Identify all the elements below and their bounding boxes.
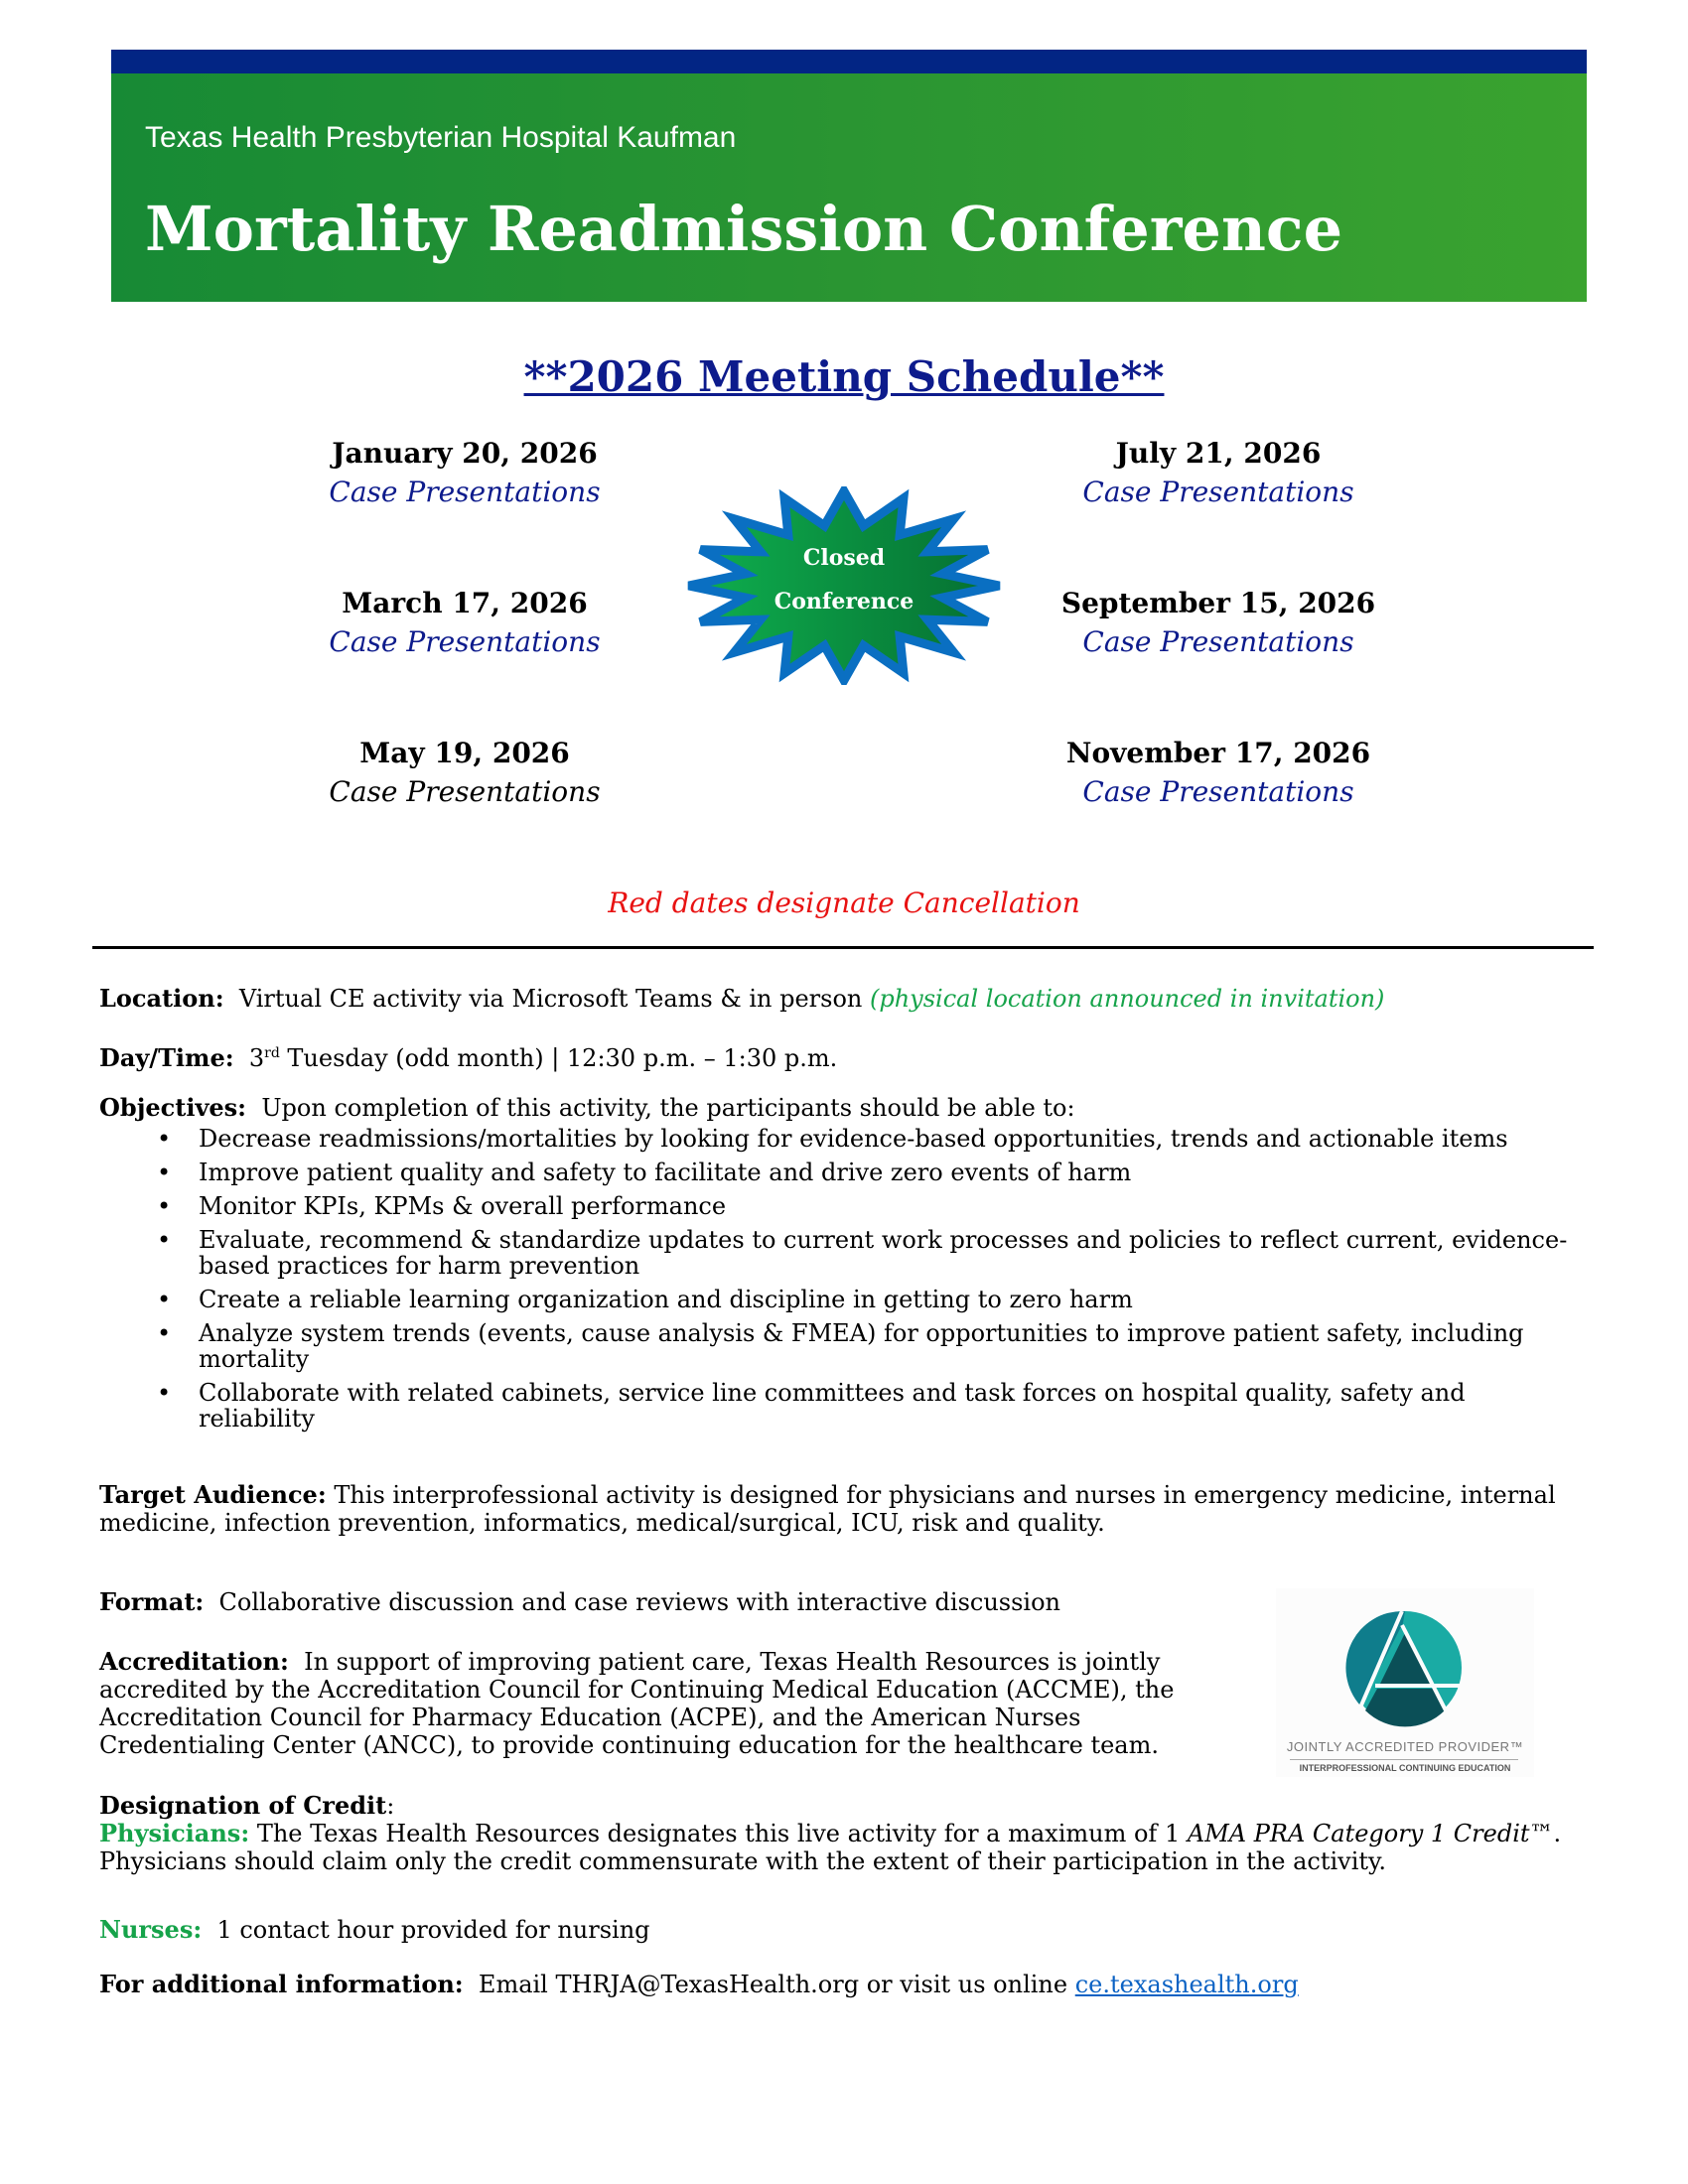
- accredited-provider-icon: [1276, 1588, 1534, 1737]
- list-item: • Monitor KPIs, KPMs & overall performance: [99, 1193, 1589, 1219]
- list-item: • Collaborate with related cabinets, service line committees and task forces on hospital quality, safety and reliability: [99, 1380, 1589, 1432]
- section-divider: [92, 946, 1594, 949]
- website-link[interactable]: ce.texashealth.org: [1074, 1971, 1299, 1998]
- organization-name: Texas Health Presbyterian Hospital Kaufman: [145, 121, 737, 154]
- header-green-band: [111, 73, 1587, 302]
- meeting-description: Case Presentations: [1082, 775, 1354, 808]
- list-item: • Evaluate, recommend & standardize updates to current work processes and policies to reflect current, evidence-based practices for harm prevention: [99, 1227, 1589, 1279]
- meeting-description: Case Presentations: [329, 476, 601, 508]
- list-item: • Improve patient quality and safety to facilitate and drive zero events of harm: [99, 1160, 1589, 1185]
- meeting-description: Case Presentations: [329, 775, 601, 808]
- additional-info: For additional information: Email THRJA@TexasHealth.org or visit us online ce.texashealth.org: [99, 1970, 1299, 1998]
- page-title: Mortality Readmission Conference: [145, 193, 1343, 265]
- daytime-line: Day/Time: 3rd Tuesday (odd month) | 12:30 p.m. – 1:30 p.m.: [99, 1043, 838, 1072]
- meeting-date: January 20, 2026: [332, 437, 598, 470]
- list-item: • Analyze system trends (events, cause analysis & FMEA) for opportunities to improve patient safety, including mortality: [99, 1320, 1589, 1372]
- header-banner: [111, 50, 1587, 302]
- meeting-item: [256, 587, 673, 658]
- objectives-section: Objectives: Upon completion of this activity, the participants should be able to: • Decrease readmissions/mortalities by looking for evidence-based opportunities, trends and actionable items • Improve patient quality and safety to facilitate and drive zero events of harm • Monitor KPIs, KPMs & overall performance • Evaluate, recommend & standardize updates to current work processes and policies to reflect current, evidence-based practices for harm prevention • Create a reliable learning organization and discipline in getting to zero harm • Analyze system trends (events, cause analysis & FMEA) for opportunities to improve patient safety, including mortality • Collaborate with related cabinets, service line committees and task forces on hospital quality, safety and reliability: [99, 1094, 1589, 1439]
- nurses-line: Nurses: 1 contact hour provided for nursing: [99, 1915, 650, 1944]
- meeting-item: [1010, 587, 1427, 658]
- meeting-date: September 15, 2026: [1060, 587, 1376, 619]
- accreditation-section: Accreditation: In support of improving patient care, Texas Health Resources is jointly accredited by the Accreditation Council for Continuing Medical Education (ACCME), the Accreditation Council for Pharmacy Education (ACPE), and the American Nurses Credentialing Center (ANCC), to provide continuing education for the healthcare team.: [99, 1647, 1175, 1759]
- list-item: • Create a reliable learning organization and discipline in getting to zero harm: [99, 1287, 1589, 1312]
- meeting-date: March 17, 2026: [342, 587, 588, 619]
- format-line: Format: Collaborative discussion and case reviews with interactive discussion: [99, 1587, 1061, 1616]
- meeting-description: Case Presentations: [329, 625, 601, 658]
- meeting-item: [1010, 737, 1427, 808]
- credit-section: Designation of Credit: Physicians: The Texas Health Resources designates this live activity for a maximum of 1 AMA PRA Category 1 Credit™. Physicians should claim only the credit commensurate with the extent of their participation in the activity.: [99, 1791, 1562, 1875]
- meeting-date: May 19, 2026: [359, 737, 570, 769]
- meeting-item: [256, 437, 673, 508]
- meeting-date: July 21, 2026: [1115, 437, 1322, 470]
- jointly-accredited-logo: JOINTLY ACCREDITED PROVIDER™ INTERPROFESSIONAL CONTINUING EDUCATION: [1276, 1588, 1534, 1777]
- meeting-item: [1010, 437, 1427, 508]
- objectives-list: [99, 1126, 1589, 1432]
- location-line: Location: Virtual CE activity via Microsoft Teams & in person (physical location announced in invitation): [99, 984, 1385, 1013]
- meeting-item: [256, 737, 673, 808]
- meeting-description: Case Presentations: [1082, 625, 1354, 658]
- target-audience: Target Audience: This interprofessional activity is designed for physicians and nurses in emergency medicine, internal medicine, infection prevention, informatics, medical/surgical, ICU, risk and quality.: [99, 1480, 1556, 1537]
- closed-conference-badge: Closed Conference: [774, 545, 914, 614]
- list-item: • Decrease readmissions/mortalities by looking for evidence-based opportunities, trends and actionable items: [99, 1126, 1589, 1152]
- location-note: (physical location announced in invitation): [870, 985, 1385, 1013]
- schedule-heading: **2026 Meeting Schedule**: [523, 352, 1165, 401]
- meeting-description: Case Presentations: [1082, 476, 1354, 508]
- cancellation-note: Red dates designate Cancellation: [608, 887, 1080, 919]
- meeting-date: November 17, 2026: [1065, 737, 1371, 769]
- header-top-bar: [111, 50, 1587, 73]
